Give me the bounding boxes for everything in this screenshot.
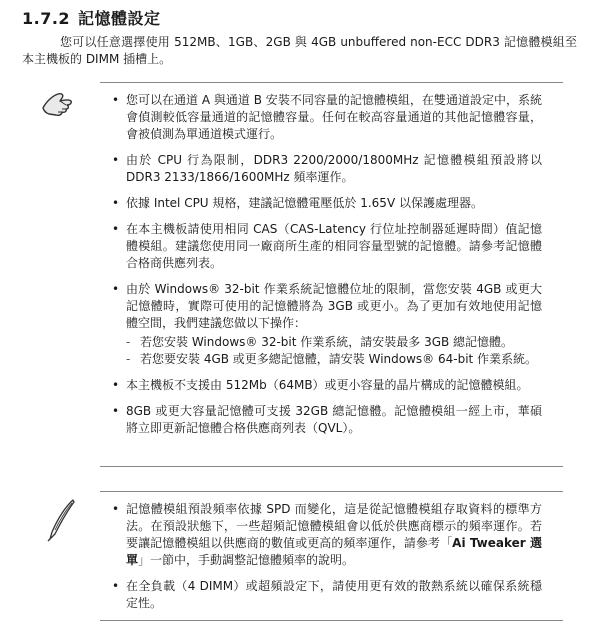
note-item: • 8GB 或更大容量記憶體可支援 32GB 總記憶體。記憶體模組一經上市，華碩將立即更新記憶體合格供應商列表（QVL）。 [112, 404, 542, 435]
bullet-marker: • [112, 93, 120, 107]
note-top-divider [100, 82, 563, 83]
dash-marker: - [126, 335, 131, 349]
bullet-marker: • [112, 282, 120, 296]
bullet-marker: • [112, 153, 120, 167]
pen-tip-icon [46, 498, 76, 546]
tip-item: • 在全負載（4 DIMM）或超頻設定下，請使用更有效的散熱系統以確保系統穩定性。 [112, 579, 542, 610]
section-heading [22, 6, 161, 29]
note-item: • 您可以在通道 A 與通道 B 安裝不同容量的記憶體模組，在雙通道設定中，系統會偵測較低容量通道的記憶體容量。任何在較高容量通道的其他記憶體容量，會被偵測為單通道模式運行。 [112, 93, 542, 141]
tip-item: • 記憶體模組預設頻率依據 SPD 而變化，這是從記憶體模組存取資料的標準方法。在預設狀態下，一些超頻記憶體模組會以低於供應商標示的頻率運作。若要讓記憶體模組以供應商的數值或更高的頻率運作，請參考「Ai Tweaker 選單」一節中，手動調整記憶體頻率的說明。 [112, 502, 542, 567]
section-number: 1.7.2 [22, 9, 71, 28]
bullet-marker: • [112, 222, 120, 236]
memory-notes-list [112, 92, 542, 446]
dash-marker: - [126, 352, 131, 366]
intro-paragraph: 您可以任意選擇使用 512MB、1GB、2GB 與 4GB unbuffered non-ECC DDR3 記憶體模組至本主機板的 DIMM 插槽上。 [22, 35, 577, 66]
sub-note-item: - 若您要安裝 4GB 或更多總記憶體，請安裝 Windows® 64-bit 作業系統。 [126, 352, 538, 366]
note-item: • 依據 Intel CPU 規格，建議記憶體電壓低於 1.65V 以保護處理器。 [112, 196, 483, 210]
sub-note-item: - 若您安裝 Windows® 32-bit 作業系統，請安裝最多 3GB 總記憶體。 [126, 335, 514, 349]
section-title: 記憶體設定 [78, 9, 161, 28]
bullet-marker: • [112, 502, 120, 516]
bullet-marker: • [112, 196, 120, 210]
note-item: • 本主機板不支援由 512Mb（64MB）或更小容量的晶片構成的記憶體模組。 [112, 378, 529, 392]
bullet-marker: • [112, 404, 120, 418]
bullet-marker: • [112, 378, 120, 392]
memory-tips-list [112, 501, 542, 621]
note-item: • 在本主機板請使用相同 CAS（CAS-Latency 行位址控制器延遲時間）值記憶體模組。建議您使用同一廠商所生產的相同容量型號的記憶體。請參考記憶體合格商供應列表。 [112, 222, 542, 270]
hand-note-icon [40, 88, 74, 122]
ai-tweaker-menu-reference: Ai Tweaker 選單 [126, 536, 542, 567]
note-item: • 由於 Windows® 32-bit 作業系統記憶體位址的限制，當您安裝 4GB 或更大記憶體時，實際可使用的記憶體將為 3GB 或更小。為了更加有效地使用記憶體空間，我們建議您做以下操作： - 若您安裝 Windows® 32-bit 作業系統，請安裝最多 3GB 總記憶體。 - 若您要安裝 4GB 或更多總記憶體，請安裝 Windows® 64-bit 作業系統。 [112, 282, 542, 366]
windows-sub-list [126, 334, 542, 368]
note-bottom-divider [100, 466, 563, 467]
tip-bottom-divider [100, 620, 563, 621]
bullet-marker: • [112, 579, 120, 593]
note-item: • 由於 CPU 行為限制，DDR3 2200/2000/1800MHz 記憶體模組預設將以 DDR3 2133/1866/1600MHz 頻率運作。 [112, 153, 542, 184]
tip-top-divider [100, 491, 563, 492]
